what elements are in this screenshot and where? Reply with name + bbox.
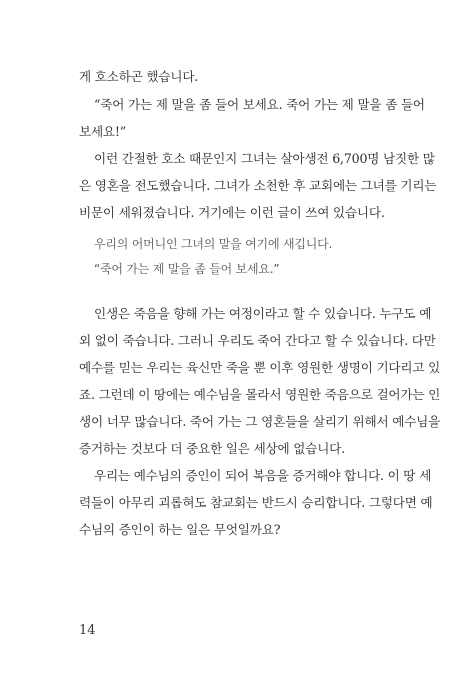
body-line: 게 호소하곤 했습니다. xyxy=(79,69,199,84)
body-line: 우리는 예수님의 증인이 되어 복음을 증거해야 합니다. 이 땅 세 xyxy=(94,468,432,483)
body-line: 예수를 믿는 우리는 육신만 죽을 뿐 이후 영원한 생명이 기다리고 있 xyxy=(79,360,441,375)
body-line: 외 없이 죽습니다. 그러니 우리도 죽어 간다고 할 수 있습니다. 다만 xyxy=(79,333,436,348)
page-number: 14 xyxy=(79,623,96,638)
body-line: 증거하는 것보다 더 중요한 일은 세상에 없습니다. xyxy=(79,441,345,456)
body-line: 력들이 아무리 괴롭혀도 참교회는 반드시 승리합니다. 그렇다면 예 xyxy=(79,495,433,510)
quote-line: “죽어 가는 제 말을 좀 들어 보세요.” xyxy=(94,262,280,276)
body-line: 수님의 증인이 하는 일은 무엇일까요? xyxy=(79,522,281,537)
body-line: 생이 너무 많습니다. 죽어 가는 그 영혼들을 살리기 위해서 예수님을 xyxy=(79,414,441,429)
body-line: “죽어 가는 제 말을 좀 들어 보세요. 죽어 가는 제 말을 좀 들어 xyxy=(94,97,425,112)
body-line: 은 영혼을 전도했습니다. 그녀가 소천한 후 교회에는 그녀를 기리는 xyxy=(79,178,437,193)
body-line: 죠. 그런데 이 땅에는 예수님을 몰라서 영원한 죽음으로 걸어가는 인 xyxy=(79,387,441,402)
body-line: 비문이 세워졌습니다. 거기에는 이런 글이 쓰여 있습니다. xyxy=(79,205,385,220)
body-line: 보세요!” xyxy=(79,124,126,139)
quote-line: 우리의 어머니인 그녀의 말을 여기에 새깁니다. xyxy=(94,237,333,251)
body-line: 인생은 죽음을 향해 가는 여정이라고 할 수 있습니다. 누구도 예 xyxy=(94,306,432,321)
body-line: 이런 간절한 호소 때문인지 그녀는 살아생전 6,700명 남짓한 많 xyxy=(94,151,435,166)
